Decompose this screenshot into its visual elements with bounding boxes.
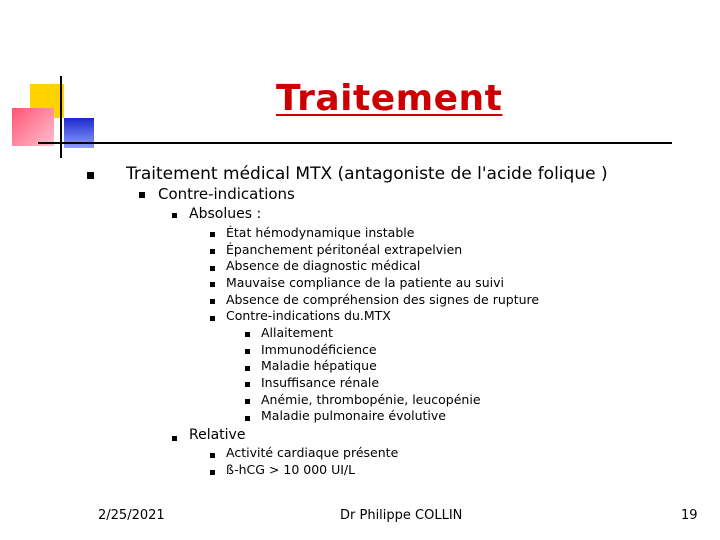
level2-text: Contre-indications <box>158 185 295 203</box>
bullet-icon <box>172 436 177 441</box>
bullet-icon <box>210 470 215 475</box>
bullet-icon <box>245 382 250 387</box>
footer-page-number: 19 <box>681 508 698 523</box>
title-rule <box>38 142 672 144</box>
absolues-item: Épanchement péritonéal extrapelvien <box>226 242 463 257</box>
relative-item: Activité cardiaque présente <box>226 445 399 460</box>
footer-date: 2/25/2021 <box>98 508 165 523</box>
bullet-icon <box>245 399 250 404</box>
mtx-item: Maladie pulmonaire évolutive <box>261 408 446 423</box>
decoration-pink-square <box>12 108 54 146</box>
mtx-item: Maladie hépatique <box>261 358 377 373</box>
absolues-item: Absence de compréhension des signes de rupture <box>226 292 540 307</box>
mtx-item: Immunodéficience <box>261 342 377 357</box>
relative-label: Relative <box>189 427 246 443</box>
bullet-icon <box>210 453 215 458</box>
bullet-icon <box>210 249 215 254</box>
level1-text: Traitement médical MTX (antagoniste de l'acide folique ) <box>126 164 608 184</box>
bullet-icon <box>245 416 250 421</box>
mtx-item: Allaitement <box>261 325 333 340</box>
mtx-item: Insuffisance rénale <box>261 375 380 390</box>
absolues-item: Contre-indications du.MTX <box>226 308 391 323</box>
bullet-icon <box>210 232 215 237</box>
relative-item: ß-hCG > 10 000 UI/L <box>226 462 356 477</box>
bullet-icon <box>245 349 250 354</box>
mtx-item: Anémie, thrombopénie, leucopénie <box>261 392 481 407</box>
bullet-icon <box>210 316 215 321</box>
bullet-icon <box>210 266 215 271</box>
bullet-icon <box>87 172 94 179</box>
absolues-label: Absolues : <box>189 206 262 222</box>
bullet-icon <box>210 299 215 304</box>
bullet-icon <box>245 332 250 337</box>
absolues-item: Absence de diagnostic médical <box>226 258 421 273</box>
slide-title: Traitement <box>276 78 503 119</box>
absolues-item: Mauvaise compliance de la patiente au suivi <box>226 275 504 290</box>
bullet-icon <box>210 282 215 287</box>
bullet-icon <box>139 192 145 198</box>
bullet-icon <box>172 213 177 218</box>
footer-author: Dr Philippe COLLIN <box>340 508 463 523</box>
absolues-item: État hémodynamique instable <box>226 225 415 240</box>
bullet-icon <box>245 366 250 371</box>
decoration-vertical-line <box>60 76 62 158</box>
